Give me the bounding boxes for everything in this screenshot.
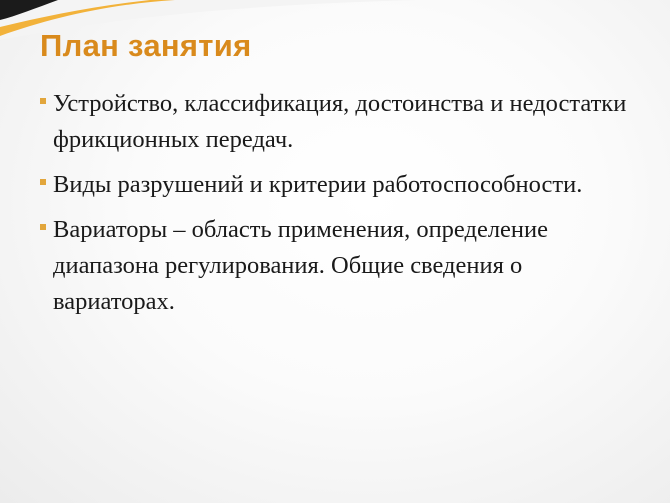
bullet-text: Виды разрушений и критерии работоспособности.	[53, 171, 583, 198]
slide-title: План занятия	[40, 28, 252, 63]
square-bullet-icon	[40, 98, 46, 104]
bullet-item	[40, 86, 650, 158]
bullet-text: Устройство, классификация, достоинства и недостатки фрикционных передач.	[53, 90, 627, 153]
bullet-text: Вариаторы – область применения, определение диапазона регулирования. Общие сведения о вариаторах.	[53, 216, 549, 315]
bullet-list	[40, 86, 650, 329]
square-bullet-icon	[40, 224, 46, 230]
bullet-item	[40, 167, 650, 203]
bullet-item	[40, 212, 650, 320]
square-bullet-icon	[40, 179, 46, 185]
